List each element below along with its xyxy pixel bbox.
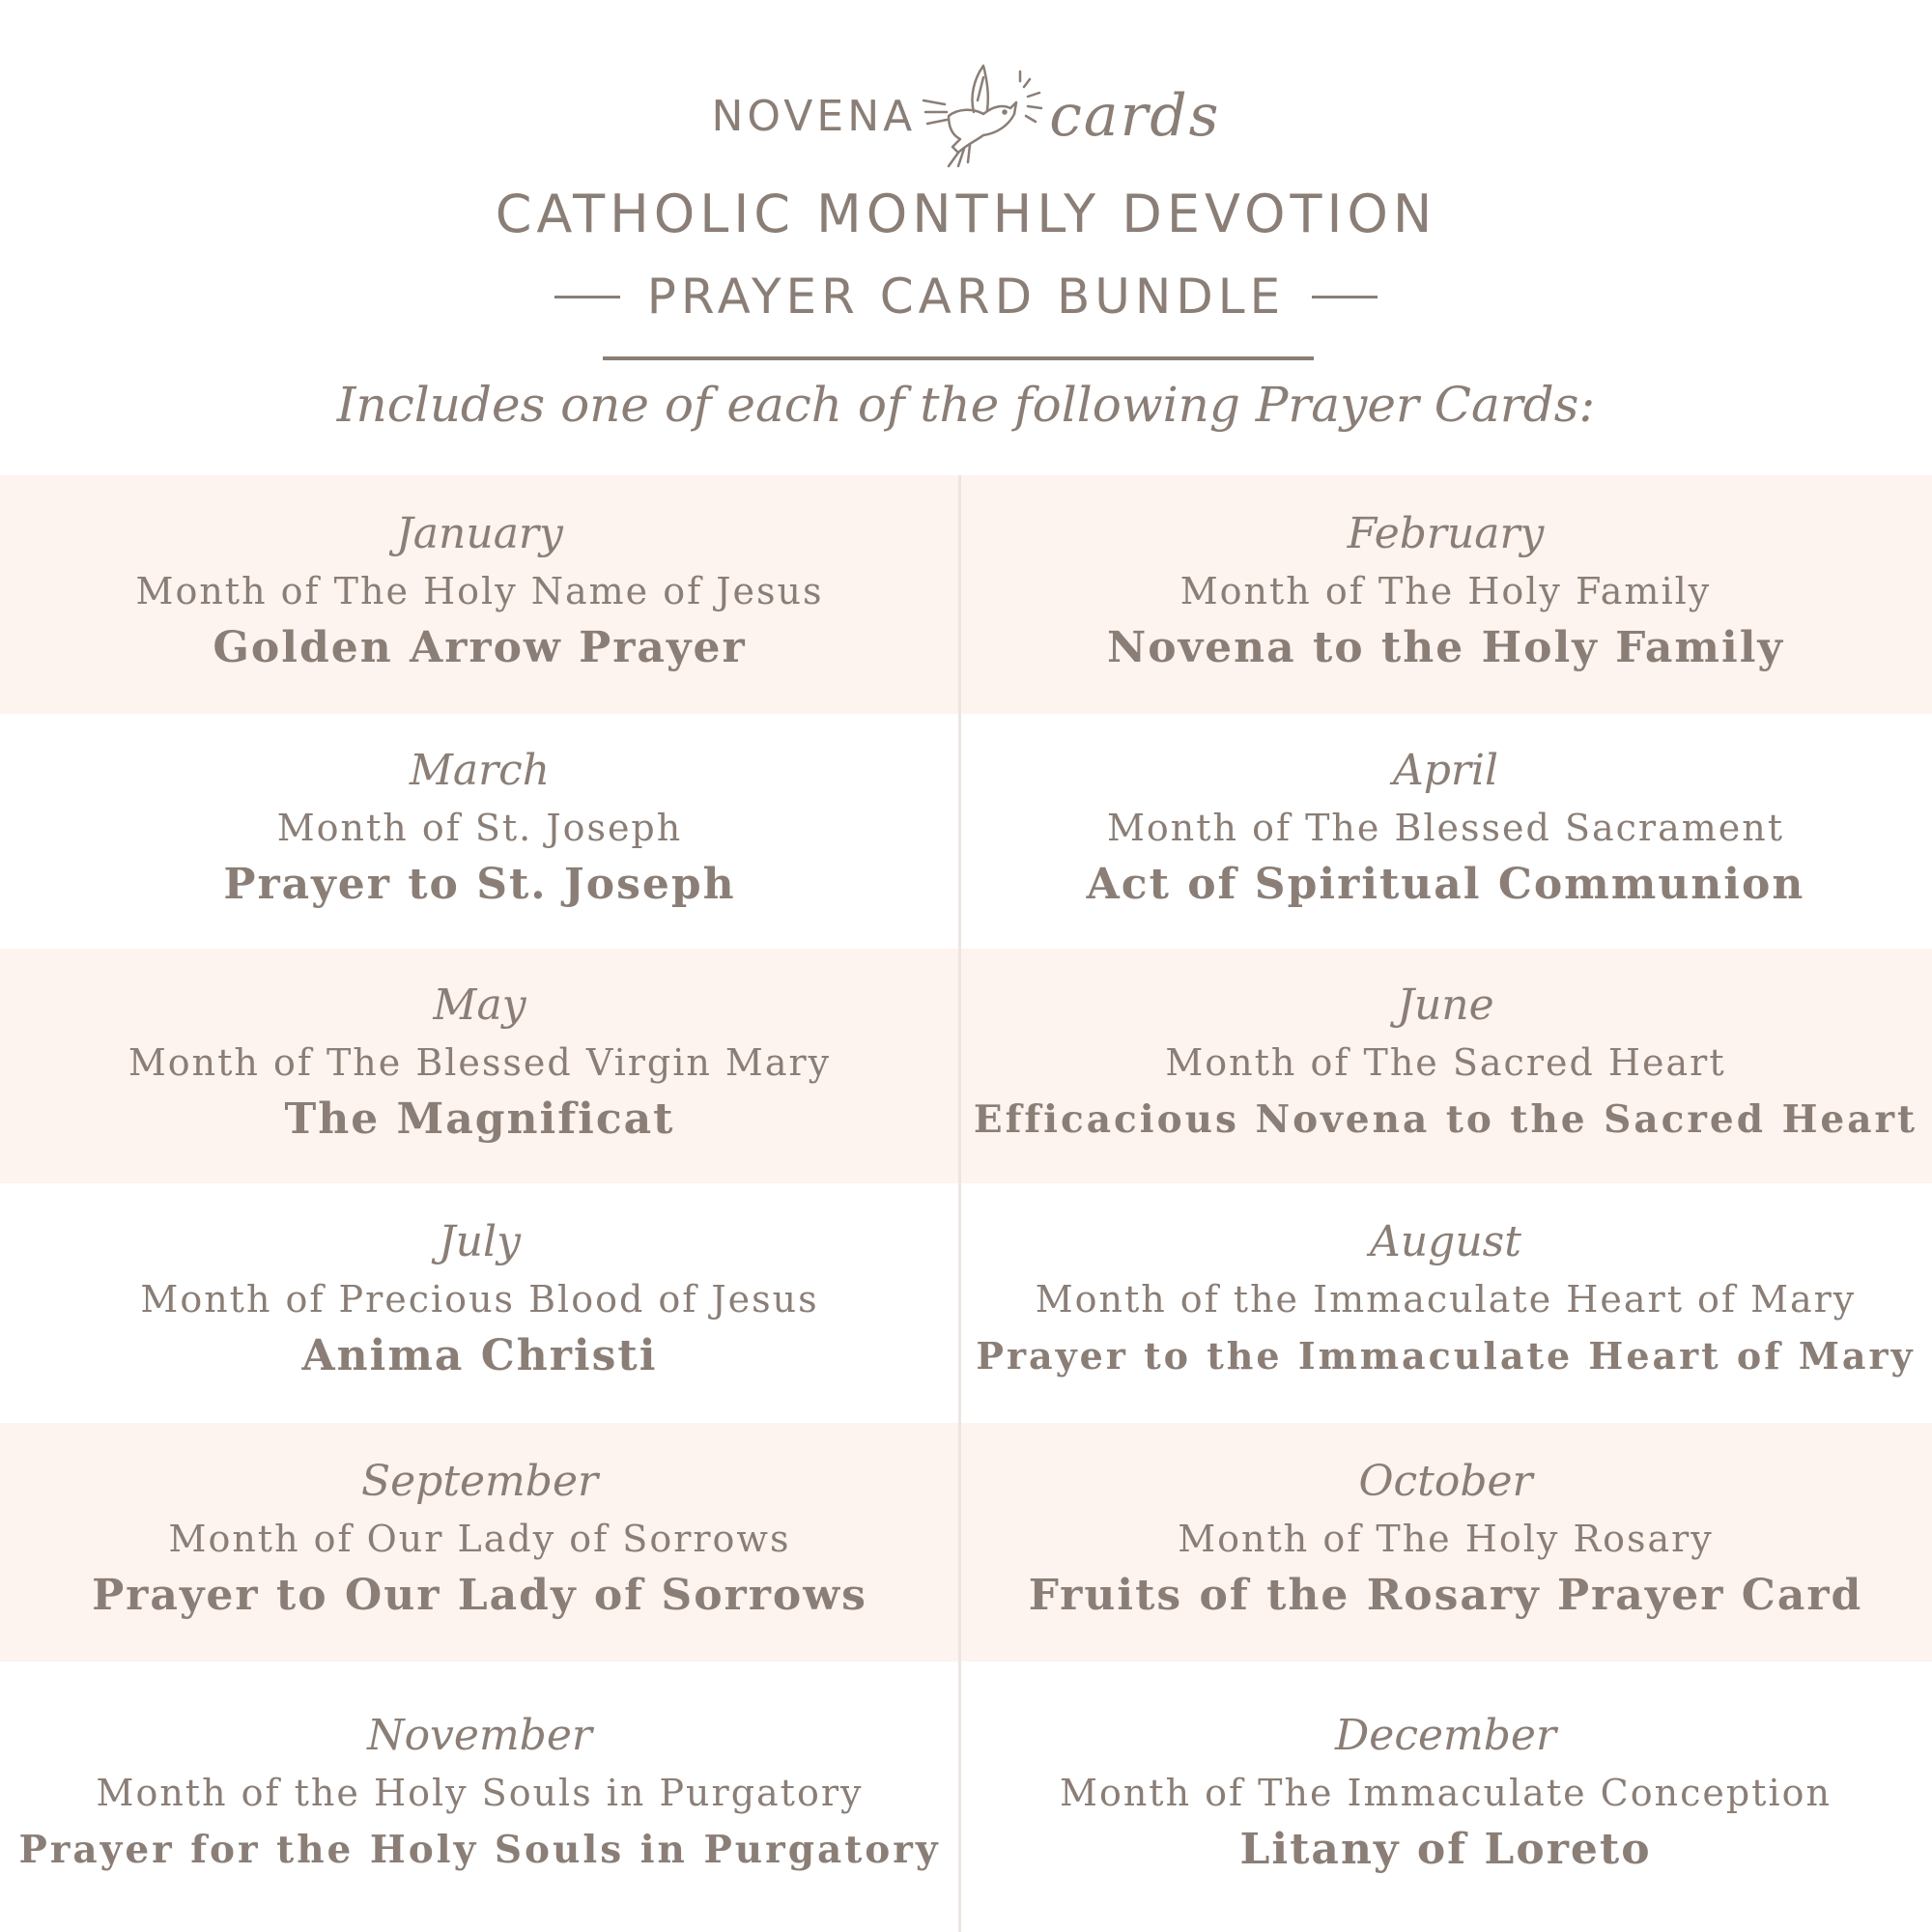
- card-dedication: Month of The Holy Rosary: [1178, 1517, 1714, 1560]
- card-prayer-title: Anima Christi: [301, 1331, 658, 1380]
- card-dedication: Month of The Blessed Sacrament: [1106, 806, 1784, 849]
- card-month: June: [1397, 980, 1494, 1030]
- card-cell-april: [959, 714, 1932, 949]
- card-month: October: [1358, 1456, 1533, 1506]
- card-cell-october: [959, 1423, 1932, 1662]
- card-prayer-title: Prayer to Our Lady of Sorrows: [92, 1570, 867, 1620]
- card-cell-june: [959, 949, 1932, 1183]
- card-prayer-title: Fruits of the Rosary Prayer Card: [1028, 1570, 1863, 1620]
- card-month: May: [433, 980, 526, 1030]
- logo-script: cards: [1049, 82, 1221, 150]
- card-dedication: Month of the Holy Souls in Purgatory: [96, 1772, 864, 1814]
- card-dedication: Month of the Immaculate Heart of Mary: [1035, 1278, 1857, 1321]
- logo-word: NOVENA: [711, 91, 917, 141]
- title-divider: [603, 356, 1314, 360]
- card-prayer-title: Novena to the Holy Family: [1107, 622, 1784, 672]
- card-month: March: [409, 745, 551, 795]
- page-title-line-2-text: PRAYER CARD BUNDLE: [646, 269, 1286, 325]
- card-dedication: Month of Our Lady of Sorrows: [168, 1517, 791, 1560]
- card-cell-january: [0, 475, 959, 714]
- card-month: September: [360, 1456, 599, 1506]
- includes-subtitle: Includes one of each of the following Prayer Cards:: [336, 377, 1596, 433]
- card-dedication: Month of The Blessed Virgin Mary: [128, 1040, 832, 1084]
- dove-icon: [920, 58, 1045, 174]
- card-cell-december: [959, 1662, 1932, 1932]
- card-dedication: Month of Precious Blood of Jesus: [140, 1278, 819, 1321]
- title-dash-right: [1312, 296, 1378, 298]
- card-prayer-title: The Magnificat: [284, 1094, 675, 1144]
- card-month: August: [1370, 1217, 1521, 1266]
- card-dedication: Month of The Holy Family: [1179, 569, 1712, 612]
- card-prayer-title: Prayer for the Holy Souls in Purgatory: [18, 1828, 941, 1872]
- card-cell-march: [0, 714, 959, 949]
- card-cell-november: [0, 1662, 959, 1932]
- card-prayer-title: Act of Spiritual Communion: [1086, 859, 1805, 909]
- card-month: November: [367, 1711, 592, 1760]
- novena-cards-logo: [0, 53, 1932, 179]
- card-prayer-title: Efficacious Novena to the Sacred Heart: [973, 1096, 1918, 1142]
- card-dedication: Month of The Holy Name of Jesus: [135, 569, 824, 612]
- card-cell-may: [0, 949, 959, 1183]
- card-dedication: Month of The Immaculate Conception: [1060, 1772, 1832, 1814]
- card-cell-july: [0, 1183, 959, 1423]
- card-prayer-title: Litany of Loreto: [1239, 1825, 1652, 1874]
- title-dash-left: [554, 296, 620, 298]
- card-cell-september: [0, 1423, 959, 1662]
- page-title-line-1: CATHOLIC MONTHLY DEVOTION: [495, 184, 1437, 244]
- card-month: January: [396, 508, 563, 558]
- card-month: July: [439, 1217, 521, 1266]
- card-month: April: [1392, 745, 1499, 795]
- card-prayer-title: Prayer to the Immaculate Heart of Mary: [976, 1334, 1916, 1378]
- card-prayer-title: Prayer to St. Joseph: [223, 859, 736, 909]
- page-title-line-2: [0, 269, 1932, 325]
- prayer-card-grid: [0, 475, 1932, 1932]
- card-month: February: [1347, 508, 1545, 558]
- card-dedication: Month of St. Joseph: [276, 806, 683, 849]
- card-cell-february: [959, 475, 1932, 714]
- card-month: December: [1335, 1711, 1556, 1760]
- card-cell-august: [959, 1183, 1932, 1423]
- card-prayer-title: Golden Arrow Prayer: [213, 622, 747, 672]
- card-dedication: Month of The Sacred Heart: [1165, 1040, 1726, 1084]
